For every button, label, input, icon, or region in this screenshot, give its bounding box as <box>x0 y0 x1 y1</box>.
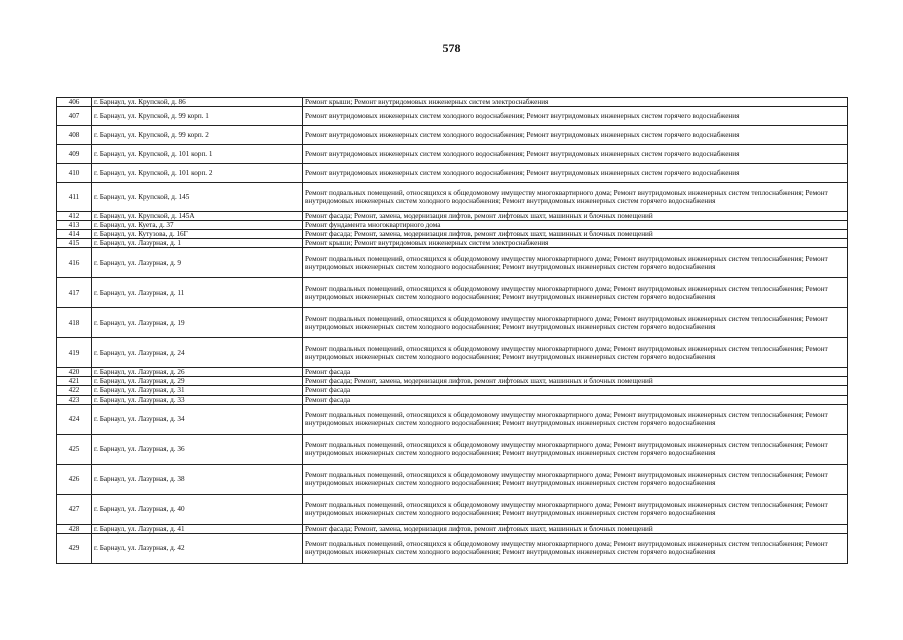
row-works: Ремонт подвальных помещений, относящихся к общедомовому имуществу многоквартирного дома; Ремонт внутридомовых инженерных систем теплоснабжения; Ремонт внутридомовых инженерных систем холодного водоснабжения; Ремонт внутридомовых инженерных систем горячего водоснабжения <box>303 248 848 278</box>
table-row <box>57 524 848 533</box>
row-works: Ремонт внутридомовых инженерных систем холодного водоснабжения; Ремонт внутридомовых инженерных систем горячего водоснабжения <box>303 164 848 183</box>
row-address: г. Барнаул, ул. Лазурная, д. 11 <box>92 278 303 308</box>
row-number: 427 <box>57 494 92 524</box>
row-number: 429 <box>57 533 92 563</box>
table-row <box>57 404 848 434</box>
row-address: г. Барнаул, ул. Крупской, д. 99 корп. 1 <box>92 107 303 126</box>
row-address: г. Барнаул, ул. Крупской, д. 86 <box>92 98 303 107</box>
row-address: г. Барнаул, ул. Крупской, д. 145А <box>92 212 303 221</box>
row-works: Ремонт крыши; Ремонт внутридомовых инженерных систем электроснабжения <box>303 239 848 248</box>
row-works: Ремонт подвальных помещений, относящихся к общедомовому имуществу многоквартирного дома; Ремонт внутридомовых инженерных систем теплоснабжения; Ремонт внутридомовых инженерных систем холодного водоснабжения; Ремонт внутридомовых инженерных систем горячего водоснабжения <box>303 278 848 308</box>
table-row <box>57 212 848 221</box>
row-address: г. Барнаул, ул. Лазурная, д. 9 <box>92 248 303 278</box>
table-row <box>57 221 848 230</box>
row-number: 421 <box>57 377 92 386</box>
row-address: г. Барнаул, ул. Куета, д. 37 <box>92 221 303 230</box>
table-row <box>57 386 848 395</box>
row-address: г. Барнаул, ул. Лазурная, д. 34 <box>92 404 303 434</box>
table-row <box>57 164 848 183</box>
row-works: Ремонт внутридомовых инженерных систем холодного водоснабжения; Ремонт внутридомовых инженерных систем горячего водоснабжения <box>303 145 848 164</box>
table-row <box>57 107 848 126</box>
table-row <box>57 533 848 563</box>
row-works: Ремонт подвальных помещений, относящихся к общедомовому имуществу многоквартирного дома; Ремонт внутридомовых инженерных систем теплоснабжения; Ремонт внутридомовых инженерных систем холодного водоснабжения; Ремонт внутридомовых инженерных систем горячего водоснабжения <box>303 434 848 464</box>
table-row <box>57 278 848 308</box>
table-row <box>57 145 848 164</box>
table-row <box>57 368 848 377</box>
table-row <box>57 494 848 524</box>
row-address: г. Барнаул, ул. Лазурная, д. 19 <box>92 308 303 338</box>
row-address: г. Барнаул, ул. Крупской, д. 145 <box>92 183 303 212</box>
row-works: Ремонт внутридомовых инженерных систем холодного водоснабжения; Ремонт внутридомовых инженерных систем горячего водоснабжения <box>303 107 848 126</box>
row-works: Ремонт фасада <box>303 368 848 377</box>
row-works: Ремонт фасада; Ремонт, замена, модернизация лифтов, ремонт лифтовых шахт, машинных и блочных помещений <box>303 524 848 533</box>
table-row <box>57 464 848 494</box>
row-number: 417 <box>57 278 92 308</box>
row-address: г. Барнаул, ул. Лазурная, д. 29 <box>92 377 303 386</box>
table-row <box>57 126 848 145</box>
row-number: 426 <box>57 464 92 494</box>
table-row <box>57 248 848 278</box>
table-row <box>57 239 848 248</box>
row-works: Ремонт фасада; Ремонт, замена, модернизация лифтов, ремонт лифтовых шахт, машинных и блочных помещений <box>303 377 848 386</box>
row-works: Ремонт фасада <box>303 386 848 395</box>
row-number: 422 <box>57 386 92 395</box>
row-number: 408 <box>57 126 92 145</box>
table-row <box>57 338 848 368</box>
row-address: г. Барнаул, ул. Лазурная, д. 42 <box>92 533 303 563</box>
row-works: Ремонт крыши; Ремонт внутридомовых инженерных систем электроснабжения <box>303 98 848 107</box>
row-number: 406 <box>57 98 92 107</box>
row-number: 424 <box>57 404 92 434</box>
row-address: г. Барнаул, ул. Лазурная, д. 1 <box>92 239 303 248</box>
row-number: 418 <box>57 308 92 338</box>
row-number: 428 <box>57 524 92 533</box>
row-address: г. Барнаул, ул. Лазурная, д. 31 <box>92 386 303 395</box>
row-address: г. Барнаул, ул. Лазурная, д. 38 <box>92 464 303 494</box>
page-number: 578 <box>442 41 461 55</box>
row-number: 423 <box>57 395 92 404</box>
table-row <box>57 434 848 464</box>
row-address: г. Барнаул, ул. Лазурная, д. 26 <box>92 368 303 377</box>
row-works: Ремонт внутридомовых инженерных систем холодного водоснабжения; Ремонт внутридомовых инженерных систем горячего водоснабжения <box>303 126 848 145</box>
row-number: 411 <box>57 183 92 212</box>
row-works: Ремонт подвальных помещений, относящихся к общедомовому имуществу многоквартирного дома; Ремонт внутридомовых инженерных систем теплоснабжения; Ремонт внутридомовых инженерных систем холодного водоснабжения; Ремонт внутридомовых инженерных систем горячего водоснабжения <box>303 464 848 494</box>
row-number: 412 <box>57 212 92 221</box>
row-number: 419 <box>57 338 92 368</box>
row-address: г. Барнаул, ул. Лазурная, д. 33 <box>92 395 303 404</box>
row-works: Ремонт подвальных помещений, относящихся к общедомовому имуществу многоквартирного дома; Ремонт внутридомовых инженерных систем теплоснабжения; Ремонт внутридомовых инженерных систем холодного водоснабжения; Ремонт внутридомовых инженерных систем горячего водоснабжения <box>303 308 848 338</box>
row-number: 410 <box>57 164 92 183</box>
row-works: Ремонт фасада; Ремонт, замена, модернизация лифтов, ремонт лифтовых шахт, машинных и блочных помещений <box>303 230 848 239</box>
row-address: г. Барнаул, ул. Лазурная, д. 24 <box>92 338 303 368</box>
row-address: г. Барнаул, ул. Лазурная, д. 40 <box>92 494 303 524</box>
row-number: 416 <box>57 248 92 278</box>
table-row <box>57 98 848 107</box>
row-address: г. Барнаул, ул. Лазурная, д. 41 <box>92 524 303 533</box>
table-row <box>57 377 848 386</box>
row-address: г. Барнаул, ул. Лазурная, д. 36 <box>92 434 303 464</box>
row-address: г. Барнаул, ул. Крупской, д. 99 корп. 2 <box>92 126 303 145</box>
table-row <box>57 183 848 212</box>
row-number: 413 <box>57 221 92 230</box>
row-works: Ремонт подвальных помещений, относящихся к общедомовому имуществу многоквартирного дома; Ремонт внутридомовых инженерных систем теплоснабжения; Ремонт внутридомовых инженерных систем холодного водоснабжения; Ремонт внутридомовых инженерных систем горячего водоснабжения <box>303 404 848 434</box>
table-row <box>57 230 848 239</box>
row-number: 420 <box>57 368 92 377</box>
row-number: 415 <box>57 239 92 248</box>
row-works: Ремонт подвальных помещений, относящихся к общедомовому имуществу многоквартирного дома; Ремонт внутридомовых инженерных систем теплоснабжения; Ремонт внутридомовых инженерных систем холодного водоснабжения; Ремонт внутридомовых инженерных систем горячего водоснабжения <box>303 338 848 368</box>
row-works: Ремонт подвальных помещений, относящихся к общедомовому имуществу многоквартирного дома; Ремонт внутридомовых инженерных систем теплоснабжения; Ремонт внутридомовых инженерных систем холодного водоснабжения; Ремонт внутридомовых инженерных систем горячего водоснабжения <box>303 183 848 212</box>
row-number: 407 <box>57 107 92 126</box>
row-works: Ремонт фундамента многоквартирного дома <box>303 221 848 230</box>
row-works: Ремонт подвальных помещений, относящихся к общедомовому имуществу многоквартирного дома; Ремонт внутридомовых инженерных систем теплоснабжения; Ремонт внутридомовых инженерных систем холодного водоснабжения; Ремонт внутридомовых инженерных систем горячего водоснабжения <box>303 494 848 524</box>
row-works: Ремонт фасада <box>303 395 848 404</box>
registry-table <box>56 97 848 564</box>
row-number: 414 <box>57 230 92 239</box>
registry-table-body <box>57 98 848 564</box>
row-works: Ремонт подвальных помещений, относящихся к общедомовому имуществу многоквартирного дома; Ремонт внутридомовых инженерных систем теплоснабжения; Ремонт внутридомовых инженерных систем холодного водоснабжения; Ремонт внутридомовых инженерных систем горячего водоснабжения <box>303 533 848 563</box>
table-row <box>57 308 848 338</box>
table-row <box>57 395 848 404</box>
row-address: г. Барнаул, ул. Кутузова, д. 16Г <box>92 230 303 239</box>
row-address: г. Барнаул, ул. Крупской, д. 101 корп. 1 <box>92 145 303 164</box>
row-number: 409 <box>57 145 92 164</box>
row-works: Ремонт фасада; Ремонт, замена, модернизация лифтов, ремонт лифтовых шахт, машинных и блочных помещений <box>303 212 848 221</box>
row-number: 425 <box>57 434 92 464</box>
row-address: г. Барнаул, ул. Крупской, д. 101 корп. 2 <box>92 164 303 183</box>
